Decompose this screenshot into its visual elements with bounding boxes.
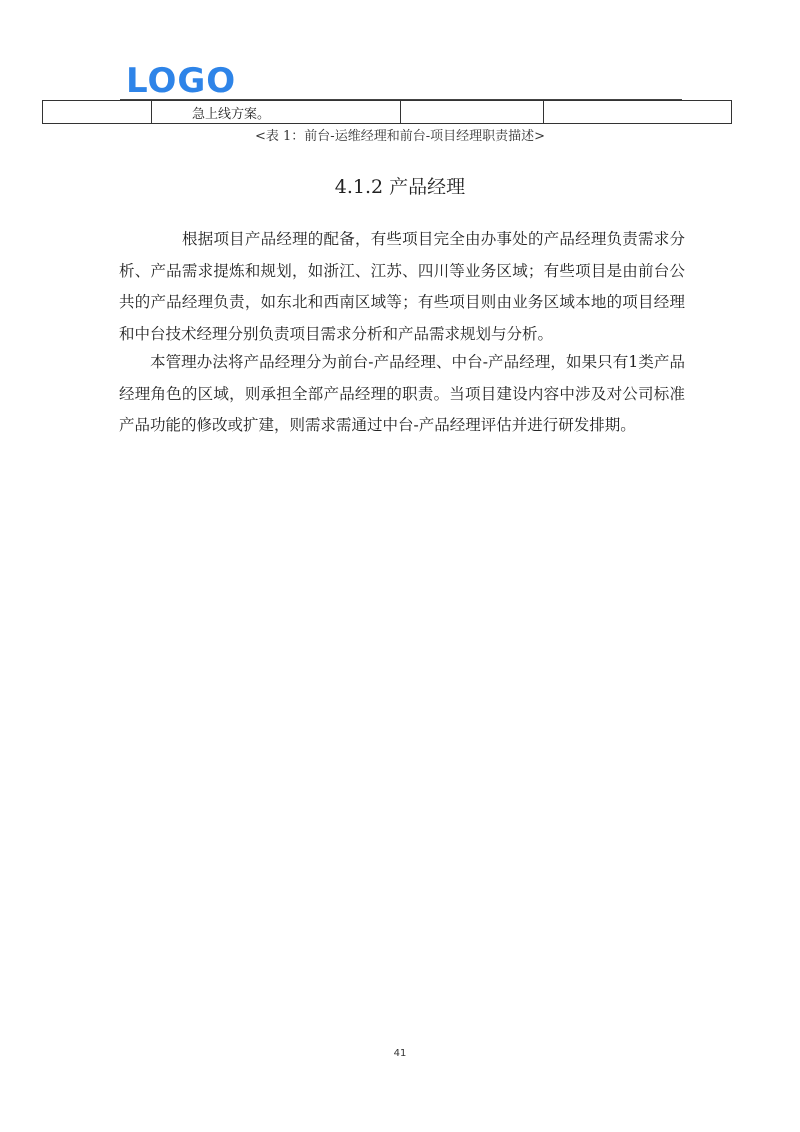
- body-paragraph: 根据项目产品经理的配备，有些项目完全由办事处的产品经理负责需求分析、产品需求提炼和规划，如浙江、江苏、四川等业务区域；有些项目是由前台公共的产品经理负责，如东北和西南区域等；有些项目则由业务区域本地的项目经理和中台技术经理分别负责项目需求分析和产品需求规划与分析。: [119, 230, 685, 343]
- logo: LOGO: [126, 61, 237, 101]
- table-cell: [401, 101, 544, 124]
- section-heading: 4.1.2 产品经理: [334, 176, 466, 198]
- page-number: 41: [393, 1048, 407, 1059]
- table-cell: [43, 101, 152, 124]
- table-caption: <表 1：前台-运维经理和前台-项目经理职责描述>: [255, 129, 545, 144]
- continued-table: [42, 100, 732, 124]
- table-cell: 急上线方案。: [152, 101, 401, 124]
- table-row: [43, 101, 732, 124]
- body-paragraph: 本管理办法将产品经理分为前台-产品经理、中台-产品经理，如果只有1类产品经理角色的区域，则承担全部产品经理的职责。当项目建设内容中涉及对公司标准产品功能的修改或扩建，则需求需通过中台-产品经理评估并进行研发排期。: [119, 353, 685, 434]
- table-cell: [544, 101, 732, 124]
